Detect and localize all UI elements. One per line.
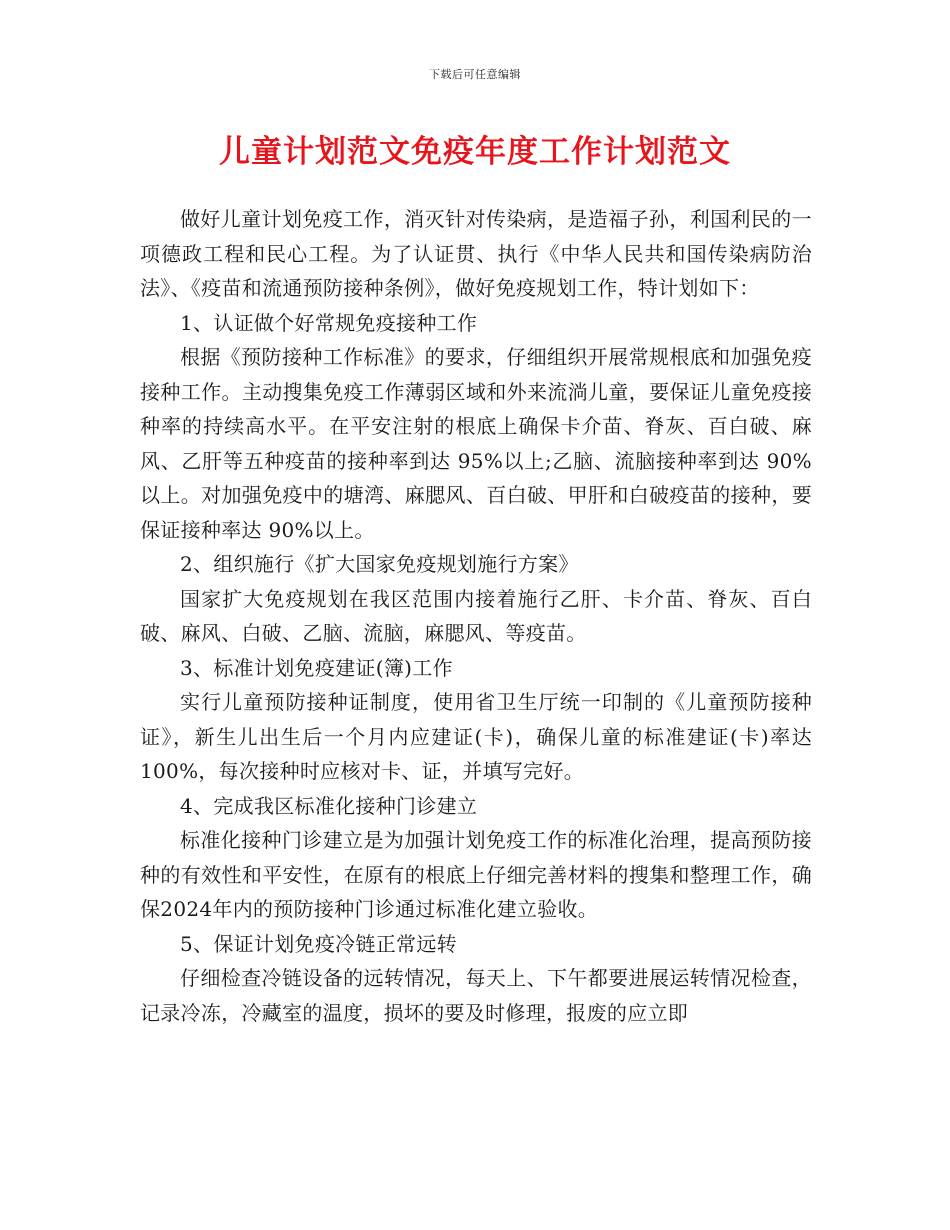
section-paragraph: 标准化接种门诊建立是为加强计划免疫工作的标准化治理，提高预防接种的有效性和平安性，在原有的根底上仔细完善材料的搜集和整理工作，确保2024年内的预防接种门诊通过标准化建立验收。 (140, 828, 812, 921)
section-paragraph: 国家扩大免疫规划在我区范围内接着施行乙肝、卡介苗、脊灰、百白破、麻风、白破、乙脑、流脑，麻腮风、等疫苗。 (140, 586, 812, 645)
document-title: 儿童计划范文免疫年度工作计划范文 (219, 134, 731, 170)
section-heading: 2、组织施行《扩大国家免疫规划施行方案》 (180, 552, 579, 576)
section-paragraph: 实行儿童预防接种证制度，使用省卫生厅统一印制的《儿童预防接种证》，新生儿出生后一个月内应建证(卡)，确保儿童的标准建证(卡)率达 100%，每次接种时应核对卡、证，并填写完好。 (140, 690, 812, 783)
section-paragraph: 仔细检查冷链设备的远转情况，每天上、下午都要进展运转情况检查，记录冷冻，冷藏室的温度，损坏的要及时修理，报废的应立即 (140, 966, 812, 1025)
section-heading: 4、完成我区标准化接种门诊建立 (180, 793, 478, 818)
document-body (140, 202, 812, 1030)
section-heading: 5、保证计划免疫冷链正常远转 (180, 931, 457, 956)
intro-paragraph: 做好儿童计划免疫工作，消灭针对传染病，是造福子孙，利国利民的一项德政工程和民心工程。为了认证贯、执行《中华人民共和国传染病防治法》、《疫苗和流通预防接种条例》，做好免疫规划工作，特计划如下： (140, 207, 812, 300)
section-paragraph: 根据《预防接种工作标准》的要求，仔细组织开展常规根底和加强免疫接种工作。主动搜集免疫工作薄弱区域和外来流淌儿童，要保证儿童免疫接种率的持续高水平。在平安注射的根底上确保卡介苗、脊灰、百白破、麻风、乙肝等五种疫苗的接种率到达 95%以上;乙脑、流脑接种率到达 90%以上。对加强免疫中的塘湾、麻腮风、百白破、甲肝和白破疫苗的接种，要保证接种率达 90%以上。 (140, 345, 812, 542)
page-header-note: 下载后可任意编辑 (429, 68, 521, 81)
section-heading: 1、认证做个好常规免疫接种工作 (180, 310, 478, 335)
section-heading: 3、标准计划免疫建证(簿)工作 (180, 655, 453, 680)
